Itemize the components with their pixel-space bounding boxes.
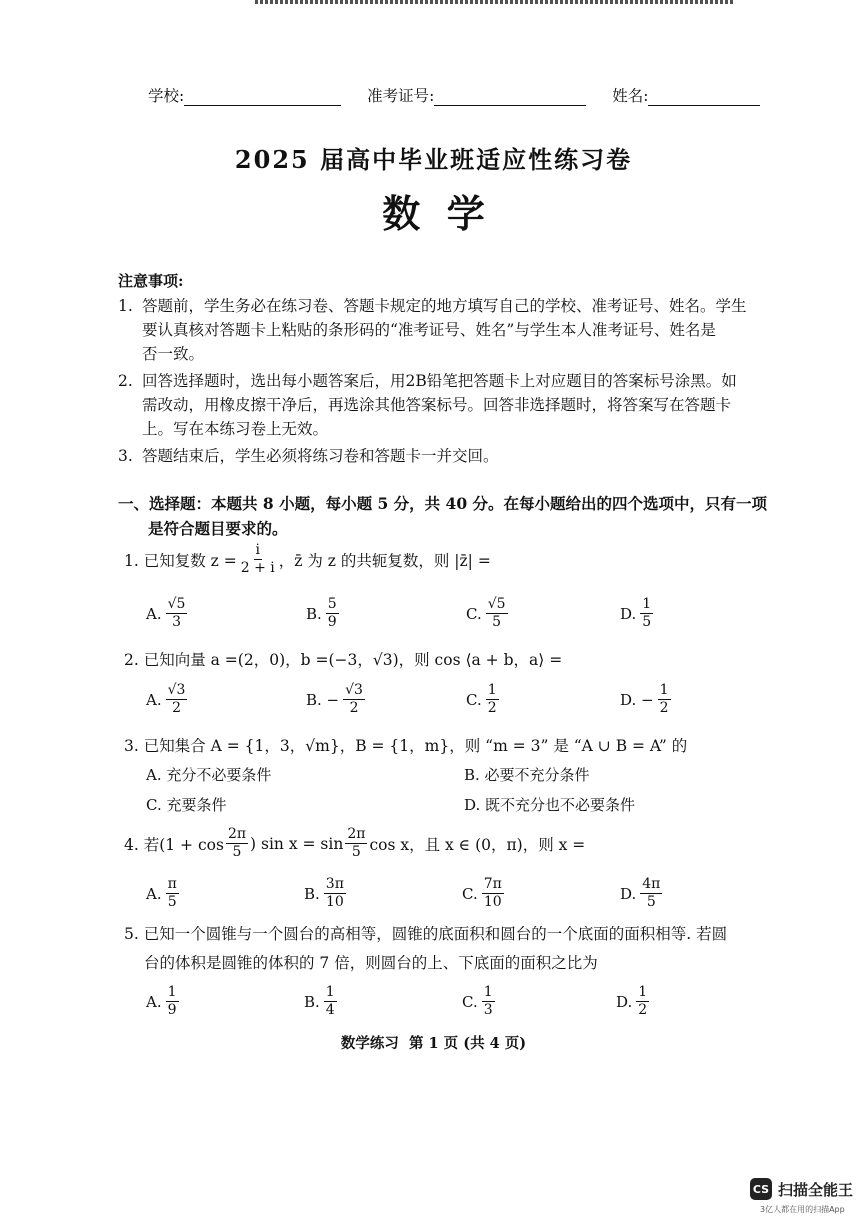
brand-tagline: 3亿人都在用的扫描App <box>760 1205 845 1214</box>
name-field[interactable] <box>648 89 760 106</box>
q2-option-a[interactable]: A. $\frac{√3}{2}$ <box>146 682 186 716</box>
section-heading-cont: 是符合题目要求的。 <box>148 519 288 538</box>
school-label: 学校: <box>148 87 185 105</box>
q4-option-d[interactable]: D. $\frac{4\pi}{5}$ <box>620 876 661 910</box>
q2-option-c[interactable]: C. $\frac{1}{2}$ <box>466 682 497 716</box>
question-5: 5. 已知一个圆锥与一个圆台的高相等，圆锥的底面积和圆台的一个底面的面积相等. 若圆 <box>124 925 728 943</box>
q1-fraction: $\frac{i}{2 + i}$ <box>240 542 275 576</box>
q4-option-c[interactable]: C. $\frac{7\pi}{10}$ <box>462 876 502 910</box>
name-label: 姓名: <box>612 87 649 105</box>
scanner-brand <box>750 1178 853 1200</box>
q2-option-b[interactable]: B. − $\frac{√3}{2}$ <box>306 682 363 716</box>
scan-artifact-bar <box>255 0 735 4</box>
exam-no-field[interactable] <box>434 89 586 106</box>
camscanner-icon: CS <box>750 1178 772 1200</box>
q5-option-a[interactable]: A. $\frac{1}{9}$ <box>146 984 177 1018</box>
page-footer: 数学练习 第 1 页 (共 4 页) <box>340 1035 527 1052</box>
q1-option-d[interactable]: D. $\frac{1}{5}$ <box>620 596 652 630</box>
header-fields <box>148 84 760 106</box>
q4-option-b[interactable]: B. $\frac{3\pi}{10}$ <box>304 876 344 910</box>
notice-list <box>118 294 798 468</box>
q5-option-d[interactable]: D. $\frac{1}{2}$ <box>616 984 648 1018</box>
q5-option-b[interactable]: B. $\frac{1}{4}$ <box>304 984 335 1018</box>
q3-option-a[interactable]: A. 充分不必要条件 <box>146 766 272 784</box>
subject-title: 数 学 <box>382 191 485 236</box>
notice-item: 1. 答题前，学生务必在练习卷、答题卡规定的地方填写自己的学校、准考证号、姓名。学生 要认真核对答题卡上粘贴的条形码的“准考证号、姓名”与学生本人准考证号、姓名是 否一致。 <box>118 297 747 363</box>
question-4: 4. 若(1 + cos $\frac{2\pi}{5}$ ) sin x = sin $\frac{2\pi}{5}$ cos x，且 x ∈ (0，π)，则 x = <box>124 826 586 860</box>
question-2: 2. 已知向量 a =(2，0)，b =(−3，√3)，则 cos ⟨a + b，a⟩ = <box>124 651 563 669</box>
q1-option-a[interactable]: A. $\frac{√5}{3}$ <box>146 596 186 630</box>
q4-option-a[interactable]: A. $\frac{\pi}{5}$ <box>146 876 177 910</box>
exam-title: 2025 届高中毕业班适应性练习卷 <box>234 145 633 174</box>
notice-item: 2. 回答选择题时，选出每小题答案后，用2B铅笔把答题卡上对应题目的答案标号涂黑。如 需改动，用橡皮擦干净后，再选涂其他答案标号。回答非选择题时，将答案写在答题卡 上。写在本练习卷上无效。 <box>118 372 737 438</box>
q3-option-b[interactable]: B. 必要不充分条件 <box>464 766 590 784</box>
q2-option-d[interactable]: D. − $\frac{1}{2}$ <box>620 682 669 716</box>
q5-option-c[interactable]: C. $\frac{1}{3}$ <box>462 984 493 1018</box>
school-field[interactable] <box>184 89 341 106</box>
q3-option-c[interactable]: C. 充要条件 <box>146 796 227 814</box>
question-3: 3. 已知集合 A = {1，3，√m}，B = {1，m}，则 “m = 3” 是 “A ∪ B = A” 的 <box>124 737 688 755</box>
exam-no-label: 准考证号: <box>367 87 435 105</box>
q3-option-d[interactable]: D. 既不充分也不必要条件 <box>464 796 636 814</box>
question-5-cont: 台的体积是圆锥的体积的 7 倍，则圆台的上、下底面的面积之比为 <box>144 954 598 972</box>
notice-item: 3. 答题结束后，学生必须将练习卷和答题卡一并交回。 <box>118 447 499 465</box>
question-1: 1. 已知复数 z = $\frac{i}{2 + i}$ ，z̄ 为 z 的共轭复数，则 |z̄| = <box>124 542 491 576</box>
brand-name: 扫描全能王 <box>778 1180 854 1199</box>
q1-option-b[interactable]: B. $\frac{5}{9}$ <box>306 596 337 630</box>
section-heading: 一、选择题：本题共 8 小题，每小题 5 分，共 40 分。在每小题给出的四个选项中，只有一项 <box>118 494 768 513</box>
notice-heading: 注意事项: <box>118 272 184 290</box>
q1-option-c[interactable]: C. $\frac{√5}{5}$ <box>466 596 506 630</box>
